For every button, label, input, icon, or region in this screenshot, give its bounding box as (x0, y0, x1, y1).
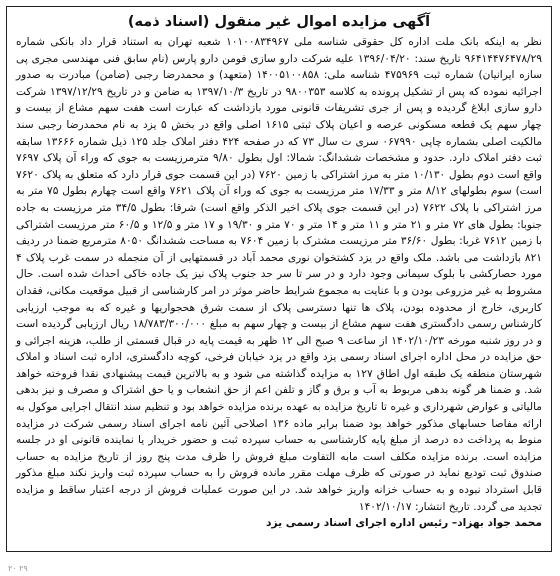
page-number-text: ۲۰ ۲۹ (8, 564, 28, 572)
notice-signature: محمد جواد بهزاد– رئیس اداره اجرای اسناد رسمی یزد (266, 517, 542, 530)
page-number (8, 558, 68, 572)
notice-body: نظر به اینکه بانک ملت اداره کل حقوقی شناسه ملی ۱۰۱۰۰۸۳۴۹۶۷ شعبه تهران به استناد قرار داد بانکی شماره ۹۶۴۱۴۴۷۶۴۷۸/۲۹ تاریخ سند: ۱۳۹۶/۰۴/۲۰ علیه شرکت دارو سازی فومن دارو پارس (نام سابق فنی مهندسی مجری پی سازه ایرانیان) شماره ثبت ۴۷۵۹۶۹ شناسه ملی: ۱۴۰۰۵۱۰۰۸۵۸ (متعهد) و محمدرضا رجبی (ضامن) مبادرت به صدور اجرائیه نموده که پس از تشکیل پرونده به کلاسه ۹۸۰۰۳۵۳ در تاریخ ۱۳۹۷/۱۰/۳ به ضامن و در تاریخ ۱۳۹۷/۱۲/۲۹ شرکت دارو سازی ابلاغ گردیده و پس از جری تشریفات قانونی مورد بازداشت که عبارت است هفت سهم مشاع از بیست و چهار سهم یک قطعه مسکونی عرصه و اعیان پلاک ثبتی ۱۶۱۵ اصلی واقع در بخش ۵ یزد به نام محمدرضا رجبی سند مالکیت اصلی بشماره چاپی ۰۶۷۹۹۰ سری ت سال ۷۳ که در صفحه ۴۲۴ دفتر املاک جلد ۱۲۵ ذیل شماره ۱۳۶۶۶ سابقه ثبت دفتر املاک دارد. حدود و مشخصات ششدانگ: شمالا: اول بطول ۹/۸۰ مترمرزیست به جوی که وراء آن پلاک ۷۶۹۷ واقع است دوم بطول ۱۰/۱۳۰ متر به مرز اشتراکی با زمین ۷۶۲۰ (در این قسمت جوی قرار دارد که متعلق به پلاک ۷۶۲۰ است) سوم بطولهای ۸/۱۲ متر و ۱۷/۳۳ متر مرزیست به جوی که وراء آن پلاک ۷۶۲۱ واقع است چهارم بطول ۷۵ متر به مرز اشتراکی با پلاک ۷۶۲۲ (در این قسمت جوی پلاک اخیر الذکر واقع است) شرقا: بطول ۳۴/۵ متر مرزیست به جاده جنوبا: بطول های ۷۲ متر و ۲۱ متر و ۱۱ متر و ۱۴ متر و ۷۰ متر و ۱۹/۳۰ و ۱۷ متر و ۱۲/۵ و ۶۰/۵ متر مرزیست اشتراکی با زمین ۷۶۱۲ غربا: بطول ۳۶/۶۰ متر مرزیست مشترک با زمین ۷۶۰۴ به مساحت ششدانگ ۸۰۵۰ مترمربع ضمنا در ردیف ۸۲۱ بازداشت می باشد. ملک واقع در یزد کشتخوان نوری محمد آباد در قسمتهایی از آن منجمله در سمت غرب پلاک ۴ مورد حصارکشی با بلوک سیمانی وجود دارد و در سر تا سر حد جنوب پلاک نیز یک جاده خاکی احداث شده است. حال مشروط به غیر مزروعی بودن و با عنایت به مجموع شرایط حاضر موثر در امر کارشناسی از قبیل موقعیت مکانی، فقدان کاربری، خارج از محدوده بودن، پلاک ها تنها دسترسی پلاک از سمت شرق هحجواریها و غیره که به موجب ارزیابی کارشناس رسمی دادگستری هفت سهم مشاع از بیست و چهار سهم به مبلغ ۱۸/۷۸۳/۳۰۰/۰۰۰ ریال ارزیابی گردیده است و در روز شنبه مورخه ۱۴۰۲/۱۰/۲۳ از ساعت ۹ صبح الی ۱۲ ظهر به قیمت پایه در قبال قسمتی از طلب، هزینه اجرائی و حق مزایده در محل اداره اجرای اسناد رسمی یزد واقع در یزد خیابان فرخی، کوچه دادگستری، اداره ثبت اسناد و املاک شهرستان منطقه یک طبقه اول اطاق ۱۲۷ به مزایده گذاشته می شود و به بالاترین قیمت پیشنهادی نقدا فروخته خواهد شد. و ضمنا هر گونه بدهی مربوط به آب و برق و گاز و تلفن اعم از حق انشعاب و یا حق اشتراک و مصرف و نیز بدهی مالیاتی و عوارض شهرداری و غیره تا تاریخ مزایده به عهده برنده مزایده خواهد بود و تنظیم سند انتقال اجرایی موکول به ارائه مفاصا حسابهای مذکور خواهد بود ضمنا برابر ماده ۱۳۶ اصلاحی آئین نامه اجرای اسناد رسمی شرکت در مزایده منوط به پرداخت ده درصد از مبلغ پایه کارشناسی به حساب سپرده ثبت و حضور خریدار یا نماینده قانونی او در جلسه مزایده است. برنده مزایده مکلف است مابه التفاوت مبلغ فروش را ظرف مدت پنج روز از تاریخ مزایده به حساب صندوق ثبت تودیع نماید در صورتی که ظرف مهلت مقرر مانده فروش را به حساب سپرده ثبت واریز نکند مبلغ مذکور قابل استرداد نبوده و به حساب خزانه واریز خواهد شد. در این صورت عملیات فروش از درجه اعتبار ساقط و مزایده تجدید می گردد. تاریخ انتشار: ۱۴۰۲/۱۰/۱۷ (16, 36, 543, 513)
notice-title: آگهی مزایده اموال غیر منقول (اسناد ذمه) (127, 14, 431, 30)
auction-notice (6, 6, 552, 552)
